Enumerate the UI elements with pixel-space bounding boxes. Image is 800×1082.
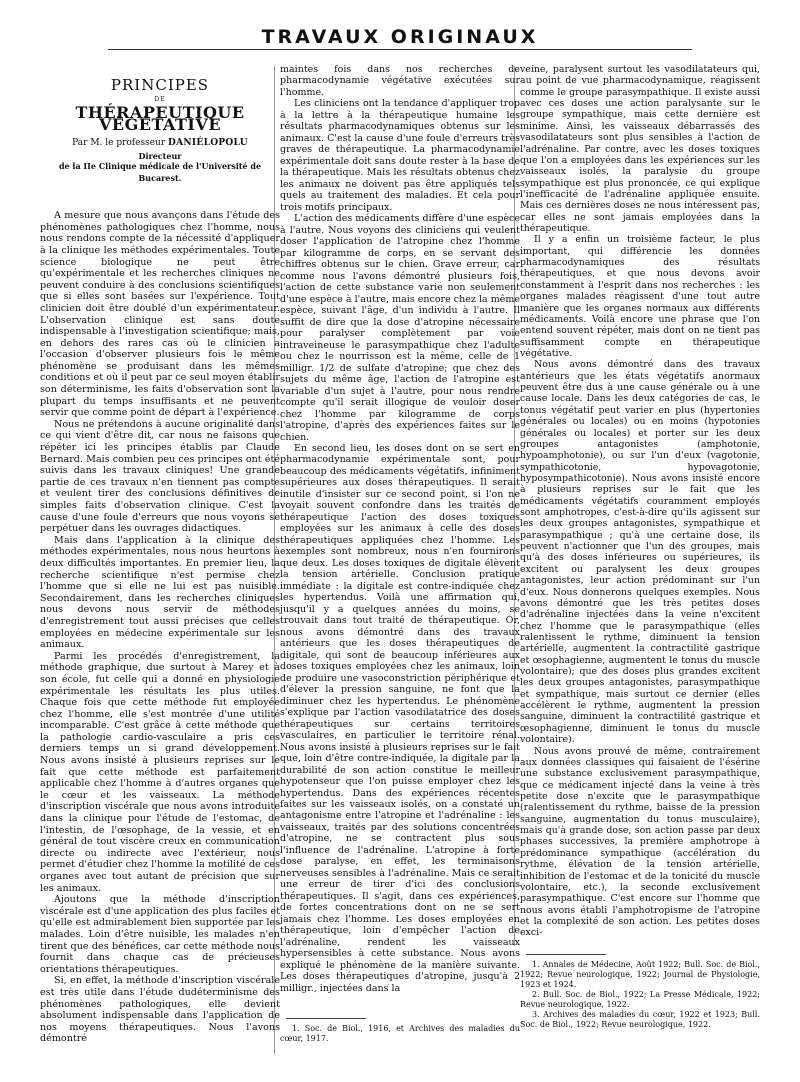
paragraph: Si, en effet, la méthode d'inscription viscérale est très utile dans l'étude dudéterminisme des phénomènes pathologiques, elle devient absolument indispensable dans l'application de nos moyens thérapeutiques. Nous l'avons démontré [40, 975, 280, 1045]
article-title: THÉRAPEUTIQUE VÉGÉTATIVE [75, 103, 245, 134]
column-2 [280, 64, 520, 994]
author-role: Directeur [138, 150, 182, 161]
footnote: 2. Bull. Soc. de Biol., 1922; La Presse Médicale, 1922; Revue neurologique, 1922. [520, 990, 760, 1009]
author-prefix: Par M. le professeur [72, 138, 168, 149]
footnotes-column-2 [280, 1024, 520, 1044]
article-title-line1: PRINCIPES [110, 76, 210, 94]
paragraph: En second lieu, les doses dont on se sert en pharmacodynamie expérimentale sont, pour beaucoup des médicaments végétatifs, infiniment supérieures aux doses thérapeutiques. Il serait inutile d'insister sur ce second point, si l'on ne voyait souvent confondre dans les traités de thérapeutique l'action des doses toxiques employées sur les animaux à celle des doses thérapeutiques appliquées chez l'homme. Les exemples sont nombreux, nous n'en fournirons que deux. Les doses toxiques de digitale élèvent la tension artérielle. Conclusion pratique immédiate : la digitale est contre-indiquée chez les hypertendus. Voilà une affirmation qui, jusqu'il y a quelques années du moins, se trouvait dans tout traité de thérapeutique. Or, nous avons démontré dans des travaux antérieurs que les doses thérapeutiques de digitale, qui sont de beaucoup inférieures aux doses toxiques employées chez les animaux, loin de produire une vasoconstriction périphérique et d'élever la pression sanguine, ne font que la diminuer chez les hypertendus. Le phénomène s'explique par l'action vasodilatatrice des doses thérapeutiques sur certains territoires vasculaires, en particulier le territoire rénal. Nous avons insisté à plusieurs reprises sur le fait que, loin d'être contre-indiquée, la digitale par la durabilité de son action constitue le meilleur hypotenseur que l'on puisse employer chez les hypertendus. Dans des expériences récentes faites sur les vaisseaux isolés, on a constaté un antagonisme entre l'atropine et l'adrénaline : les vaisseaux, traités par des solutions concentrées d'atropine, ne se contractent plus sous l'influence de l'adrénaline. L'atropine à forte dose paralyse, en effet, les terminaisons nerveuses sensibles à l'adrénaline. Mais ce serait une erreur de tirer d'ici des conclusions thérapeutiques. Il s'agit, dans ces expériences, de fortes concentrations dont on ne se sert jamais chez l'homme. Les doses employées en thérapeutique, loin d'empêcher l'action de l'adrénaline, rendent les vaisseaux hypersensibles à cette substance. Nous avons expliqué le phénomène de la manière suivante. Les doses thérapeutiques d'atropine, jusqu'à 2 milligr., injectées dans la [280, 442, 520, 994]
paragraph: Il y a enfin un troisième facteur, le plus important, qui différencie les données pharmacodynamiques des résultats thérapeutiques, et que nous devons avoir constamment à l'esprit dans nos recherches : les organes malades réagissent d'une tout autre manière que les organes normaux aux différents médicaments. Voilà encore une phrase que l'on entend souvent répéter, mais dont on ne tient pas suffisamment compte en thérapeutique végétative. [520, 234, 760, 359]
column-3 [520, 64, 760, 939]
paragraph: veine, paralysent surtout les vasodilatateurs qui, au point de vue pharmacodynamique, réagissent comme le groupe parasympathique. Il existe aussi avec ces doses une action paralysante sur le groupe sympathique, mais cette dernière est minime. Ainsi, les vaisseaux débarrassés des vasodilatateurs sont plus sensibles à l'action de l'adrénaline. Par contre, avec les doses toxiques que l'on a employées dans les expériences sur les vaisseaux isolés, la paralysie du groupe sympathique est plus prononcée, ce qui explique l'inefficacité de l'adrénaline appliquée ensuite. Mais ces dernières doses ne nous intéressent pas, car elles ne sont jamais employées dans la thérapeutique. [520, 64, 760, 235]
page-header: TRAVAUX ORIGINAUX [261, 26, 539, 48]
paragraph: Nous ne prétendons à aucune originalité dans ce qui vient d'être dit, car nous ne faisons que répéter ici les principes établis par Claude Bernard. Mais combien peu ces principes ont été suivis dans les travaux cliniques! Une grande partie de ces travaux n'en tiennent pas compte et veulent tirer des conclusions définitives de simples faits d'observation clinique. C'est la cause d'une foule d'erreurs que nous voyons se perpétuer dans les ouvrages didactiques. [40, 418, 280, 535]
header-rule [108, 49, 692, 50]
footnote: 3. Archives des maladies du cœur, 1922 et 1923; Bull. Soc. de Biol., 1922; Revue neurologique, 1922. [520, 1010, 760, 1029]
author-name: DANIÉLOPOLU [168, 138, 248, 149]
footnote: 1. Annales de Médecine, Août 1922; Bull. Soc. de Biol., 1922; Revue neurologique, 1922; Journal de Physiologie, 1923 et 1924. [520, 960, 760, 989]
author-affiliation: de la IIe Clinique médicale de l'Université de Bucarest. [58, 160, 262, 183]
footnote-rule [286, 1018, 366, 1019]
paragraph: maintes fois dans nos recherches de pharmacodynamie végétative exécutées sur l'homme. [280, 64, 520, 98]
author-line [40, 138, 280, 150]
paragraph: Ajoutons que la méthode d'inscription viscérale est d'une application des plus faciles et qu'elle est admirablement bien supportée par les malades. Loin d'être nuisible, les malades n'en tirent que des bénéfices, car cette méthode nous fournit dans chaque cas de précieuses orientations thérapeutiques. [40, 894, 280, 975]
paragraph: Nous avons démontré dans des travaux antérieurs que les états végétatifs anormaux peuvent être dus à une cause générale ou à une cause locale. Dans les deux catégories de cas, le tonus végétatif peut varier en plus (hypertonies générales ou locales) ou en moins (hypotonies générales ou locales) et porter sur les deux groupes antagonistes (amphotonie, hypoamphotonie), ou sur l'un d'eux (vagotonie, sympathicotonie, hypovagotonie, hyposympathicotonie). Nous avons insisté encore à plusieurs reprises sur le fait que les médicaments végétatifs couramment employés sont amphotropes, c'est-à-dire qu'ils agissent sur les deux groupes antagonistes, sympathique et parasympathique ; qu'à une certaine dose, ils peuvent n'actionner que l'un des groupes, mais qu'à des doses inférieures ou supérieures, ils excitent ou paralysent les deux groupes antagonistes, leur action prédominant sur l'un d'eux. Nous donnerons quelques exemples. Nous avons démontré que les très petites doses d'adrénaline injectées dans la veine n'excitent chez l'homme que le parasympathique (elles ralentissent le rythme, diminuent la tension artérielle, augmentent la contractilité gastrique et œsophagienne, augmentent le tonus du muscle volontaire); que des doses plus grandes excitent les deux groupes antagonistes, parasympathique et sympathique, mais surtout ce dernier (elles accélèrent le rythme, augmentent la pression sanguine, diminuent la contractilité gastrique et œsophagienne, diminuent le tonus du muscle volontaire). [520, 359, 760, 746]
column-1 [40, 64, 280, 1045]
footnotes-column-3 [520, 960, 760, 1030]
paragraph: Nous avons prouvé de même, contrairement aux données classiques qui faisaient de l'ésérine une substance exclusivement parasympathique, que ce médicament injecté dans la veine à très petite dose n'excite que le parasympathique (ralentissement du rythme, baisse de la pression sanguine, augmentation du tonus musculaire), mais qu'à grande dose, son action passe par deux phases successives, la première amphotrope à prédominance sympathique (accélération du rythme, élévation de la tension artérielle, inhibition de l'estomac et de la tonicité du muscle volontaire, etc.), la seconde exclusivement parasympathique. C'est encore sur l'homme que nous avons établi l'amphotropisme de l'atropine et la complexité de son action. Les petites doses exci- [520, 745, 760, 939]
paragraph: Mais dans l'application à la clinique des méthodes expérimentales, nous nous heurtons à deux difficultés importantes. En premier lieu, la recherche scientifique n'est permise chez l'homme que si elle ne lui est pas nuisible. Secondairement, dans les recherches cliniques nous devons nous servir de méthodes d'enregistrement tout aussi précises que celles employées en médecine expérimentale sur les animaux. [40, 534, 280, 651]
paragraph: A mesure que nous avançons dans l'étude des phénomènes pathologiques chez l'homme, nous nous rendons compte de la nécessité d'appliquer à la clinique les méthodes expérimentales. Toute science biologique ne peut être qu'expérimentale et les recherches cliniques ne peuvent conduire à des conclusions scientifiques que si elles sont basées sur l'expérience. Tout clinicien doit être doublé d'un expérimentateur. L'observation clinique est sans doute indispensable à l'investigation scientifique; mais, en dehors des rares cas où le clinicien a l'occasion d'observer plusieurs fois le même phénomène se produisant dans les mêmes conditions et où il peut par ce seul moyen établir son déterminisme, les faits d'observation sont la plupart du temps insuffisants et ne peuvent servir que comme point de départ à l'expérience. [40, 210, 280, 419]
paragraph: L'action des médicaments diffère d'une espèce à l'autre. Nous voyons des cliniciens qui veulent doser l'application de l'atropine chez l'homme par kilogramme de corps, en se servant des chiffres obtenus sur le chien. Grave erreur, car comme nous l'avons démontré plusieurs fois, l'action de cette substance varie non seulement d'une espèce à l'autre, mais encore chez la même espèce, suivant l'âge, d'un individu à l'autre. Il suffit de dire que la dose d'atropine nécessaire pour paralyser complètement par voie intraveineuse le parasympathique chez l'adulte ou chez le nourrisson est la même, celle de 1 milligr. 1/2 de sulfate d'atropine; que chez des sujets du même âge, l'action de l'atropine est variable d'un sujet à l'autre, pour nous rendre compte qu'il serait illogique de vouloir doser chez l'homme par kilogramme de corps l'atropine, d'après des expériences faites sur le chien. [280, 213, 520, 443]
footnote-rule [526, 954, 606, 955]
article-title-de: DE [154, 95, 166, 103]
paragraph: Les cliniciens ont la tendance d'appliquer trop à la lettre à la thérapeutique humaine les résultats pharmacodynamiques obtenus sur les animaux. C'est la cause d'une foule d'erreurs très graves de thérapeutique. La pharmacodynamie expérimentale doit sans doute rester à la base de la thérapeutique. Mais les résultats obtenus chez les animaux ne doivent pas être appliqués tels quels au traitement des maladies. Et cela pour trois motifs principaux. [280, 98, 520, 213]
footnote: 1. Soc. de Biol., 1916, et Archives des maladies du cœur, 1917. [280, 1024, 520, 1043]
paragraph: Parmi les procédés d'enregistrement, la méthode graphique, due surtout à Marey et à son école, fut celle qui a donné en physiologie expérimentale les résultats les plus utiles. Chaque fois que cette méthode fut employée chez l'homme, elle s'est montrée d'une utilité incomparable. C'est grâce à cette méthode que la pathologie cardio-vasculaire a pris ces derniers temps un si grand développement. Nous avons insisté à plusieurs reprises sur le fait que cette méthode est parfaitement applicable chez l'homme à d'autres organes que le cœur et les vaisseaux. La méthode d'inscription viscérale que nous avons introduite dans la clinique pour l'étude de l'estomac, de l'intestin, de l'œsophage, de la vessie, et en général de tout viscère creux en communication directe ou indirecte avec l'extérieur, nous permet d'étudier chez l'homme la motilité de ces organes avec tout autant de précision que sur les animaux. [40, 650, 280, 894]
